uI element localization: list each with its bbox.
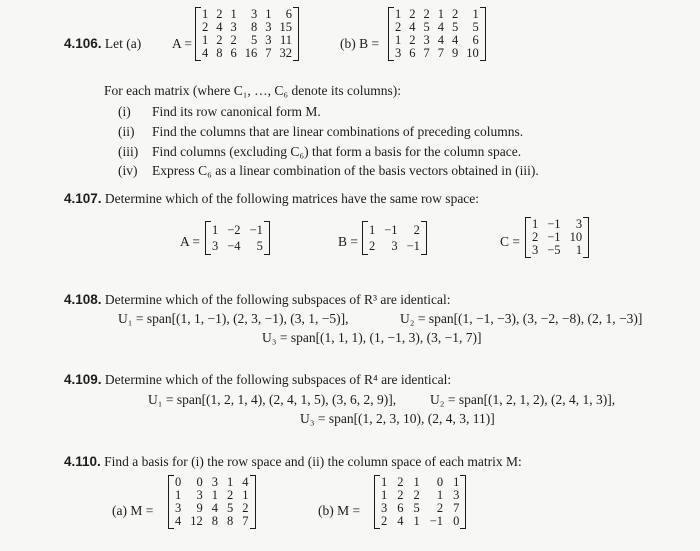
problem-lead: Let (a) — [104, 36, 142, 51]
matrix-a-label: A = — [180, 234, 200, 249]
matrix-grid — [205, 221, 270, 255]
matrix-entry: 2 — [397, 488, 404, 502]
matrix-entry: 4 — [409, 20, 416, 34]
matrix-entry: 3 — [453, 488, 460, 502]
matrix-entry: 1 — [413, 475, 420, 489]
matrix-entry: 1 — [437, 7, 444, 21]
matrix-entry: 3 — [175, 501, 182, 515]
problem-text: Determine which of the following subspaces of R⁴ are identical: — [104, 372, 452, 387]
matrix-entry: 2 — [395, 20, 402, 34]
matrix-entry: 7 — [265, 46, 272, 60]
matrix-grid — [525, 217, 589, 258]
matrix-entry: 3 — [391, 239, 398, 253]
matrix-entry: −2 — [227, 223, 241, 237]
problem-text: Find a basis for (i) the row space and (ii) the column space of each matrix M: — [104, 454, 522, 469]
matrix-entry: 2 — [242, 501, 249, 515]
matrix-entry: 7 — [242, 514, 249, 528]
matrix-entry: 4 — [216, 20, 223, 34]
matrix-entry: 7 — [437, 46, 444, 60]
matrix-entry: 5 — [256, 239, 263, 253]
matrix-entry: 0 — [196, 475, 203, 489]
matrix-entry: 1 — [202, 7, 209, 21]
matrix-entry: −1 — [429, 514, 444, 528]
list-item: (ii) Find the columns that are linear combinations of preceding columns. — [118, 124, 524, 139]
matrix-entry: 2 — [230, 33, 237, 47]
matrix-entry: 3 — [265, 20, 272, 34]
matrix-entry: 5 — [472, 20, 479, 34]
matrix-grid — [195, 7, 299, 61]
list-item: (iv) Express C₆ as a linear combination of the basis vectors obtained in (iii). — [118, 163, 539, 178]
matrix-entry: −1 — [249, 223, 263, 237]
problem-number: 4.108. — [64, 292, 102, 307]
matrix-c-107 — [525, 217, 589, 258]
matrix-entry: 8 — [227, 514, 234, 528]
problem-number: 4.110. — [64, 454, 101, 469]
subspace-u2: U₂ = span[(1, −1, −3), (3, −2, −8), (2, 1, −3)] — [400, 311, 643, 326]
subspace-u3: U₃ = span[(1, 2, 3, 10), (2, 4, 3, 11)] — [300, 411, 495, 426]
matrix-entry: 15 — [279, 20, 292, 34]
matrix-entry: 2 — [202, 20, 209, 34]
matrix-entry: 4 — [211, 501, 218, 515]
matrix-b-106 — [388, 7, 486, 61]
matrix-entry: −5 — [547, 243, 561, 257]
problem-4-107-heading — [64, 191, 479, 207]
matrix-grid — [168, 475, 256, 529]
matrix-entry: 1 — [395, 33, 402, 47]
problem-number: 4.106. — [64, 36, 102, 51]
matrix-entry: −4 — [227, 239, 241, 253]
problem-4-110-heading — [64, 454, 522, 470]
matrix-entry: 4 — [437, 20, 444, 34]
matrix-entry: 8 — [251, 20, 258, 34]
matrix-a-110 — [168, 475, 256, 529]
matrix-entry: 2 — [413, 223, 420, 237]
matrix-entry: 9 — [452, 46, 459, 60]
matrix-entry: 1 — [227, 475, 234, 489]
matrix-entry: 32 — [279, 46, 292, 60]
problem-number: 4.109. — [64, 372, 102, 387]
matrix-entry: 1 — [265, 7, 272, 21]
matrix-entry: 2 — [216, 33, 223, 47]
matrix-entry: 4 — [175, 514, 182, 528]
problem-4-106-heading — [64, 36, 141, 52]
matrix-entry: 2 — [436, 501, 444, 515]
matrix-entry: 7 — [423, 46, 430, 60]
matrix-entry: 1 — [381, 475, 388, 489]
matrix-entry: 4 — [397, 514, 404, 528]
matrix-entry: 1 — [472, 7, 479, 21]
problem-4-106-instruction: For each matrix (where C₁, …, C₆ denote its columns): — [104, 83, 401, 98]
matrix-entry: −1 — [547, 217, 561, 231]
matrix-entry: 1 — [175, 488, 182, 502]
matrix-entry: 1 — [202, 33, 209, 47]
matrix-entry: 6 — [472, 33, 479, 47]
problem-text: Determine which of the following matrices have the same row space: — [104, 191, 480, 206]
matrix-grid — [362, 221, 427, 255]
matrix-entry: 1 — [242, 488, 249, 502]
matrix-entry: 3 — [395, 46, 402, 60]
matrix-entry: 1 — [436, 488, 444, 502]
matrix-entry: 1 — [369, 223, 376, 237]
matrix-entry: 4 — [202, 46, 209, 60]
matrix-entry: −1 — [384, 223, 398, 237]
matrix-entry: 0 — [453, 514, 460, 528]
matrix-entry: 6 — [397, 501, 404, 515]
subspace-u1: U₁ = span[(1, 2, 1, 4), (2, 4, 1, 5), (3, 6, 2, 9)], — [148, 392, 397, 407]
matrix-entry: 5 — [423, 20, 430, 34]
matrix-entry: 2 — [452, 7, 459, 21]
matrix-entry: 1 — [230, 7, 237, 21]
matrix-entry: 2 — [227, 488, 234, 502]
matrix-entry: 9 — [196, 501, 203, 515]
matrix-entry: 3 — [196, 488, 203, 502]
problem-number: 4.107. — [64, 191, 102, 206]
matrix-entry: 3 — [423, 33, 430, 47]
matrix-entry: 1 — [575, 243, 583, 257]
matrix-entry: 1 — [212, 223, 219, 237]
matrix-entry: 2 — [423, 7, 430, 21]
matrix-b-label: B = — [338, 234, 358, 249]
matrix-entry: 0 — [175, 475, 182, 489]
matrix-b-110 — [374, 475, 466, 529]
matrix-entry: −1 — [406, 239, 420, 253]
matrix-entry: 2 — [532, 230, 539, 244]
matrix-b-label: (b) B = — [340, 36, 380, 51]
matrix-entry: 1 — [532, 217, 539, 231]
matrix-entry: 4 — [452, 33, 459, 47]
matrix-entry: 10 — [569, 230, 583, 244]
matrix-entry: 6 — [409, 46, 416, 60]
problem-4-109-heading — [64, 372, 451, 388]
list-item: (i) Find its row canonical form M. — [118, 104, 321, 119]
matrix-a-106 — [195, 7, 299, 61]
matrix-entry: 1 — [395, 7, 402, 21]
matrix-entry: 10 — [466, 46, 479, 60]
problem-text: Determine which of the following subspaces of R³ are identical: — [104, 292, 451, 307]
problem-4-108-heading — [64, 292, 451, 308]
matrix-entry: 4 — [242, 475, 249, 489]
matrix-entry: 2 — [397, 475, 404, 489]
matrix-entry: 2 — [409, 33, 416, 47]
matrix-entry: 6 — [230, 46, 237, 60]
matrix-grid — [374, 475, 466, 529]
matrix-b-107 — [362, 221, 427, 255]
matrix-entry: 0 — [436, 475, 444, 489]
subspace-u2: U₂ = span[(1, 2, 1, 2), (2, 4, 1, 3)], — [430, 392, 616, 407]
matrix-entry: 2 — [409, 7, 416, 21]
matrix-entry: 3 — [575, 217, 583, 231]
matrix-entry: 2 — [216, 7, 223, 21]
matrix-entry: 5 — [251, 33, 258, 47]
matrix-entry: 3 — [212, 239, 219, 253]
matrix-entry: −1 — [547, 230, 561, 244]
matrix-entry: 3 — [211, 475, 218, 489]
matrix-entry: 12 — [190, 514, 203, 528]
matrix-entry: 3 — [381, 501, 388, 515]
matrix-a-label: (a) M = — [112, 503, 154, 518]
matrix-entry: 3 — [532, 243, 539, 257]
subspace-u1: U₁ = span[(1, 1, −1), (2, 3, −1), (3, 1, −5)], — [118, 311, 349, 326]
matrix-entry: 1 — [381, 488, 388, 502]
matrix-entry: 2 — [369, 239, 376, 253]
matrix-entry: 1 — [211, 488, 218, 502]
matrix-entry: 3 — [251, 7, 258, 21]
matrix-entry: 5 — [452, 20, 459, 34]
matrix-entry: 3 — [230, 20, 237, 34]
matrix-c-label: C = — [500, 234, 520, 249]
list-item: (iii) Find columns (excluding C₆) that form a basis for the column space. — [118, 144, 522, 159]
matrix-entry: 7 — [453, 501, 460, 515]
matrix-entry: 1 — [413, 514, 420, 528]
matrix-a-label: A = — [172, 36, 192, 51]
matrix-entry: 4 — [437, 33, 444, 47]
matrix-entry: 3 — [265, 33, 272, 47]
matrix-entry: 5 — [413, 501, 420, 515]
matrix-entry: 6 — [285, 7, 292, 21]
matrix-grid — [388, 7, 486, 61]
subspace-u3: U₃ = span[(1, 1, 1), (1, −1, 3), (3, −1, 7)] — [262, 330, 482, 345]
matrix-entry: 5 — [227, 501, 234, 515]
matrix-a-107 — [205, 221, 270, 255]
matrix-entry: 2 — [413, 488, 420, 502]
matrix-b-label: (b) M = — [318, 503, 361, 518]
matrix-entry: 1 — [453, 475, 460, 489]
matrix-entry: 16 — [244, 46, 258, 60]
matrix-entry: 11 — [279, 33, 292, 47]
matrix-entry: 8 — [211, 514, 218, 528]
matrix-entry: 2 — [381, 514, 388, 528]
matrix-entry: 8 — [216, 46, 223, 60]
